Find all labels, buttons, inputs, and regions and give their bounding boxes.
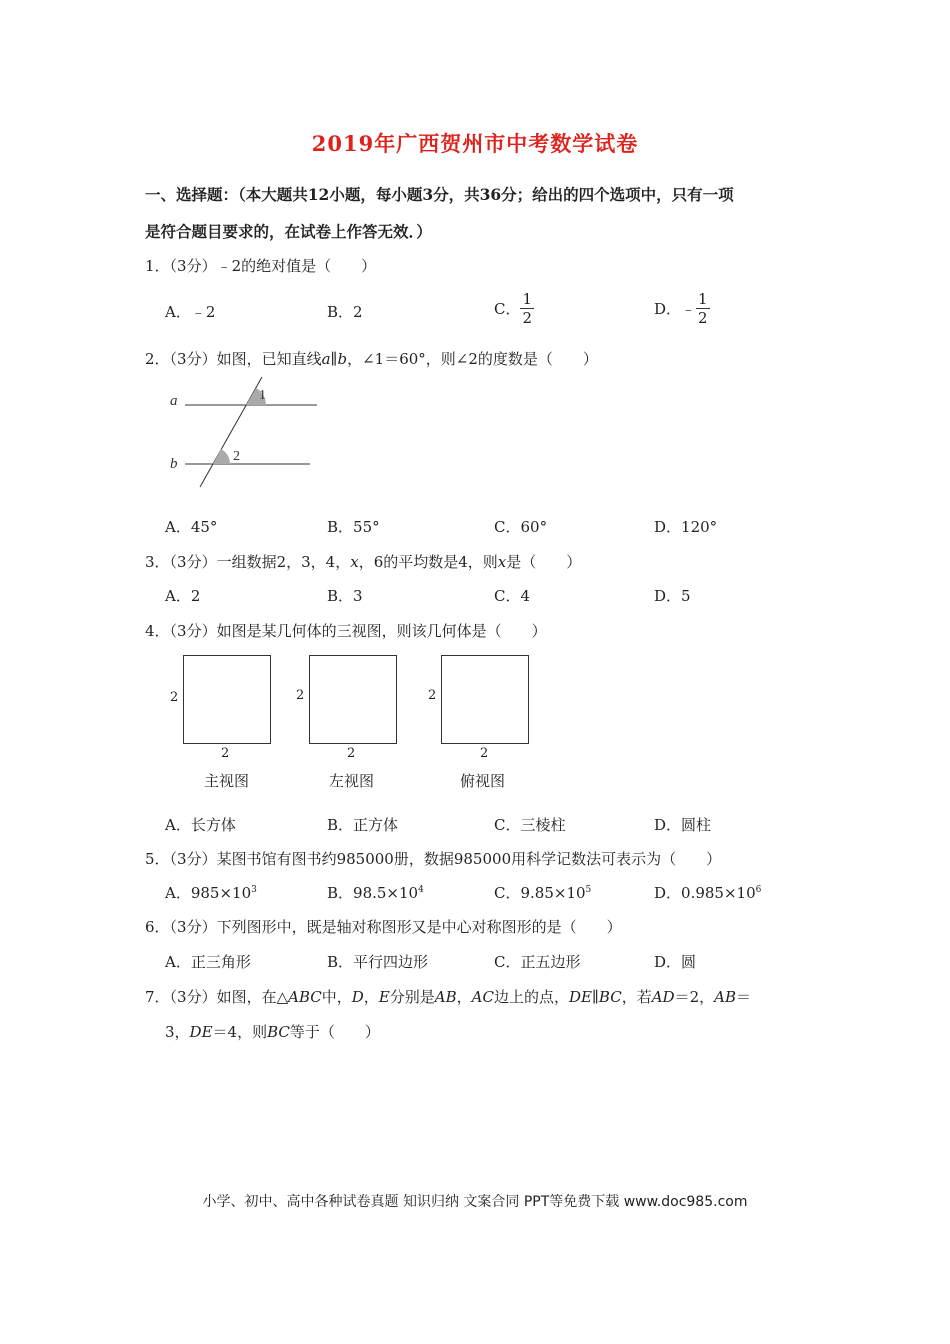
q7-text: 分别是 bbox=[389, 988, 435, 1006]
top-view-bottom-dim: 2 bbox=[480, 746, 489, 761]
q4-option-a: A．长方体 bbox=[165, 816, 236, 834]
q2-option-c: C．60° bbox=[494, 518, 548, 536]
side-view-bottom-dim: 2 bbox=[347, 746, 356, 761]
q5-option-d bbox=[654, 882, 761, 903]
top-view-square bbox=[441, 655, 529, 744]
q3-stem-part: 3．（3分）一组数据2，3，4， bbox=[145, 553, 351, 571]
front-view-label: 主视图 bbox=[204, 772, 250, 790]
q1-option-d bbox=[654, 290, 710, 327]
q2-option-b: B．55° bbox=[327, 518, 380, 536]
q6-option-a: A．正三角形 bbox=[165, 953, 251, 971]
q4-option-d: D．圆柱 bbox=[654, 816, 712, 834]
var-ac: AC bbox=[471, 988, 494, 1006]
q1-option-a: A．﹣2 bbox=[165, 303, 216, 321]
q1-option-c-label: C． bbox=[494, 300, 521, 318]
q7-text: ∥ bbox=[591, 988, 599, 1006]
section-heading-line1: 一、选择题：（本大题共12小题，每小题3分，共36分；给出的四个选项中，只有一项 bbox=[145, 185, 734, 204]
q5-option-a bbox=[165, 882, 257, 903]
q4-option-c: C．三棱柱 bbox=[494, 816, 566, 834]
var-bc: BC bbox=[267, 1023, 290, 1041]
side-view-side-dim: 2 bbox=[296, 688, 305, 703]
q7-text: 3， bbox=[165, 1023, 190, 1041]
side-view-square bbox=[309, 655, 397, 744]
question-2-stem bbox=[145, 348, 598, 369]
page-footer: 小学、初中、高中各种试卷真题 知识归纳 文案合同 PPT等免费下载 www.doc985.com bbox=[202, 1194, 748, 1210]
var-b: b bbox=[337, 350, 348, 368]
question-7-stem-line2 bbox=[165, 1021, 380, 1042]
q3-option-c: C．4 bbox=[494, 587, 531, 605]
q7-text: 7．（3分）如图，在△ bbox=[145, 988, 289, 1006]
q2-option-d: D．120° bbox=[654, 518, 718, 536]
label-angle-1: 1 bbox=[259, 388, 266, 403]
fraction-denominator: 2 bbox=[698, 309, 708, 327]
q5-option-b-base: B．98.5×10 bbox=[327, 884, 419, 902]
var-de: DE bbox=[568, 988, 592, 1006]
q7-text: 中， bbox=[321, 988, 352, 1006]
q4-option-b: B．正方体 bbox=[327, 816, 399, 834]
q7-text: ， bbox=[456, 988, 472, 1006]
q3-stem-part: ，6的平均数是4，则 bbox=[358, 553, 498, 571]
var-x: x bbox=[497, 553, 507, 571]
var-abc: ABC bbox=[288, 988, 322, 1006]
q1-option-b: B．2 bbox=[327, 303, 363, 321]
front-view-bottom-dim: 2 bbox=[221, 746, 230, 761]
angle-2-marker bbox=[213, 449, 230, 464]
q7-text: ＝4，则 bbox=[212, 1023, 268, 1041]
question-3-stem bbox=[145, 551, 581, 572]
label-b: b bbox=[170, 456, 178, 472]
q5-option-d-base: D．0.985×10 bbox=[654, 884, 756, 902]
fraction-denominator: 2 bbox=[522, 309, 533, 327]
q3-option-b: B．3 bbox=[327, 587, 363, 605]
q5-option-b bbox=[327, 882, 424, 903]
q2-option-a: A．45° bbox=[165, 518, 218, 536]
q1-option-d-label: D．﹣ bbox=[654, 300, 697, 318]
exponent: 4 bbox=[418, 885, 424, 895]
q3-option-d: D．5 bbox=[654, 587, 691, 605]
page-title: 2019年广西贺州市中考数学试卷 bbox=[311, 131, 639, 156]
top-view-label: 俯视图 bbox=[460, 772, 506, 790]
label-angle-2: 2 bbox=[233, 449, 240, 464]
exponent: 5 bbox=[585, 885, 592, 895]
q5-option-c-base: C．9.85×10 bbox=[494, 884, 586, 902]
var-ab: AB bbox=[714, 988, 736, 1006]
var-d: D bbox=[351, 988, 364, 1006]
exponent: 6 bbox=[755, 885, 762, 895]
fraction bbox=[696, 290, 710, 327]
q3-stem-part: 是（ ） bbox=[506, 553, 582, 571]
var-a: a bbox=[321, 350, 331, 368]
var-de: DE bbox=[189, 1023, 213, 1041]
fraction-numerator: 1 bbox=[522, 290, 533, 308]
front-view-square bbox=[183, 655, 271, 744]
parallel-sign: ∥ bbox=[330, 350, 338, 368]
question-6-stem: 6．（3分）下列图形中，既是轴对称图形又是中心对称图形的是（ ） bbox=[145, 918, 622, 936]
fraction bbox=[520, 290, 534, 327]
q2-stem-part: 2．（3分）如图，已知直线 bbox=[145, 350, 322, 368]
q7-text: ＝ bbox=[735, 988, 751, 1006]
q7-text: ， bbox=[363, 988, 379, 1006]
question-1-stem: 1．（3分）﹣2的绝对值是（ ） bbox=[145, 257, 377, 275]
parallel-lines-figure bbox=[160, 372, 330, 492]
var-bc: BC bbox=[598, 988, 622, 1006]
top-view-side-dim: 2 bbox=[428, 688, 437, 703]
q7-text: ，若 bbox=[621, 988, 652, 1006]
transversal-line bbox=[200, 377, 262, 487]
q6-option-d: D．圆 bbox=[654, 953, 697, 971]
question-4-stem: 4．（3分）如图是某几何体的三视图，则该几何体是（ ） bbox=[145, 622, 547, 640]
var-ad: AD bbox=[651, 988, 675, 1006]
q6-option-c: C．正五边形 bbox=[494, 953, 581, 971]
side-view-label: 左视图 bbox=[329, 772, 375, 790]
q7-text: ＝2， bbox=[674, 988, 715, 1006]
q7-text: 等于（ ） bbox=[289, 1023, 380, 1041]
q7-text: 边上的点， bbox=[493, 988, 569, 1006]
q5-option-a-base: A．985×10 bbox=[165, 884, 252, 902]
q3-option-a: A．2 bbox=[165, 587, 201, 605]
question-7-stem-line1 bbox=[145, 986, 751, 1007]
var-ab: AB bbox=[434, 988, 457, 1006]
label-a: a bbox=[170, 393, 178, 409]
q1-option-c bbox=[494, 290, 534, 327]
fraction-numerator: 1 bbox=[698, 290, 708, 308]
question-5-stem: 5．（3分）某图书馆有图书约985000册，数据985000用科学记数法可表示为（ ） bbox=[145, 850, 722, 868]
q2-stem-part: ，∠1＝60°，则∠2的度数是（ ） bbox=[347, 350, 598, 368]
exponent: 3 bbox=[251, 885, 257, 895]
front-view-side-dim: 2 bbox=[170, 690, 179, 705]
q5-option-c bbox=[494, 882, 591, 903]
var-x: x bbox=[350, 553, 359, 571]
section-heading-line2: 是符合题目要求的，在试卷上作答无效．） bbox=[145, 222, 432, 241]
var-e: E bbox=[378, 988, 390, 1006]
q6-option-b: B．平行四边形 bbox=[327, 953, 429, 971]
